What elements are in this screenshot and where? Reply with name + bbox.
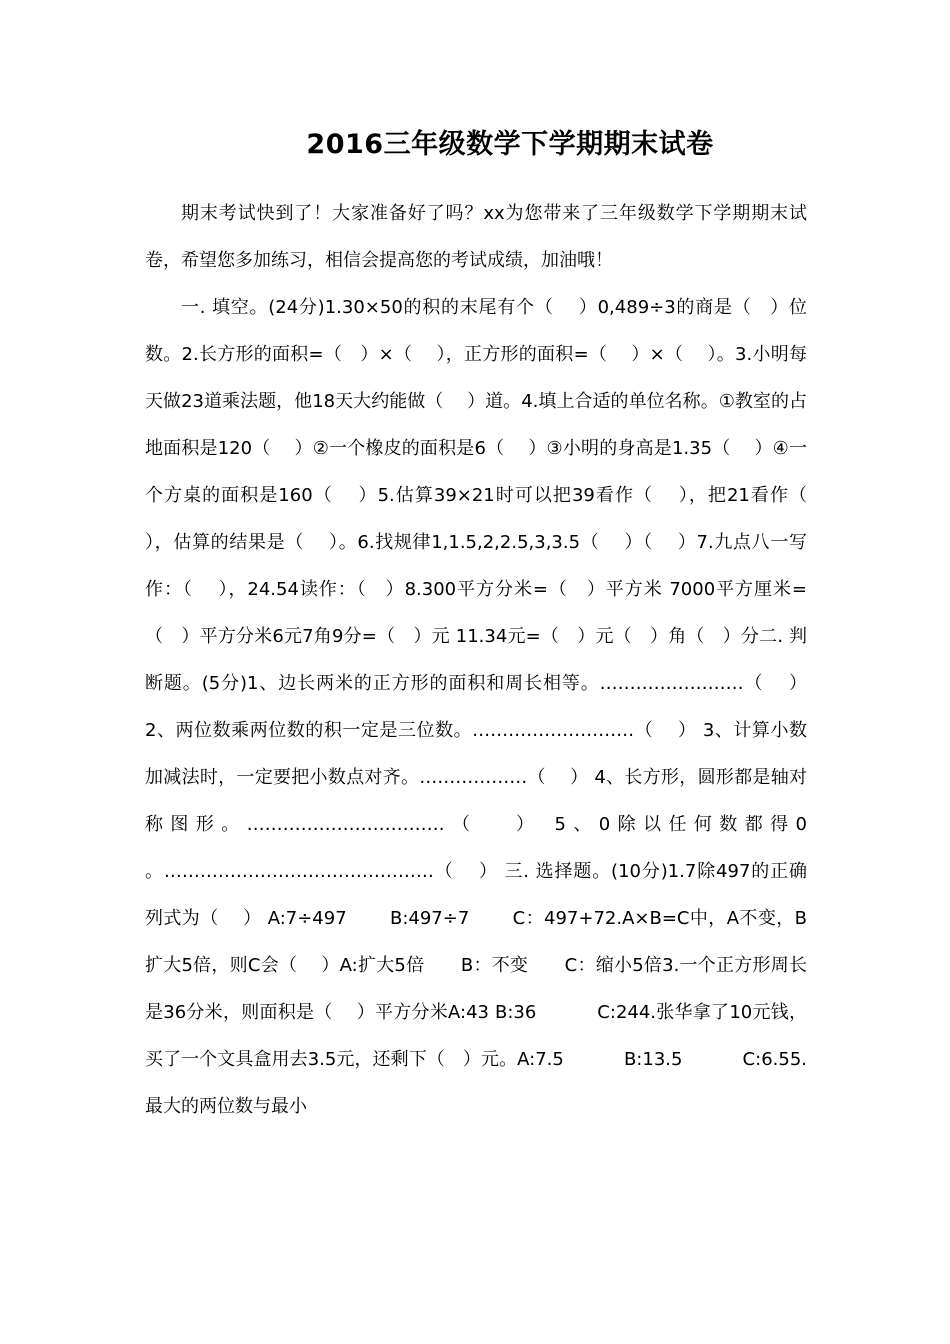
page-title: 2016三年级数学下学期期末试卷 bbox=[306, 129, 714, 160]
intro-paragraph: 期末考试快到了！大家准备好了吗？xx为您带来了三年级数学下学期期末试卷，希望您多加练习，相信会提高您的考试成绩，加油哦！ bbox=[145, 203, 807, 271]
content-paragraph: 一. 填空。(24分)1.30×50的积的末尾有个（ ）0,489÷3的商是（ ）位数。2.长方形的面积=（ ）×（ ），正方形的面积=（ ）×（ ）。3.小明每天做23道乘法题，他18天大约能做（ ）道。4.填上合适的单位名称。①教室的占地面积是120（ ）②一个橡皮的面积是6（ ）③小明的身高是1.35（ ）④一个方桌的面积是160（ ）5.估算39×21时可以把39看作（ ），把21看作（ ），估算的结果是（ ）。6.找规律1,1.5,2,2.5,3,3.5（ ）（ ）7.九点八一写作：（ ），24.54读作：（ ）8.300平方分米=（ ）平方米 7000平方厘米=（ ）平方分米6元7角9分=（ ）元 11.34元=（ ）元（ ）角（ ）分二. 判断题。(5分)1、边长两米的正方形的面积和周长相等。……………………（ ） 2、两位数乘两位数的积一定是三位数。………………………（ ） 3、计算小数加减法时，一定要把小数点对齐。………………（ ） 4、长方形，圆形都是轴对称图形。……………………………（ ） 5、0除以任何数都得0 。………………………………………（ ） 三. 选择题。(10分)1.7除497的正确列式为（ ） A:7÷497 B:497÷7 C：497+72.A×B=C中，A不变，B扩大5倍，则C会（ ）A:扩大5倍 B：不变 C：缩小5倍3.一个正方形周长是36分米，则面积是（ ）平方分米A:43 B:36 C:244.张华拿了10元钱，买了一个文具盒用去3.5元，还剩下（ ）元。A:7.5 B:13.5 C:6.55.最大的两位数与最小 bbox=[145, 297, 831, 1117]
document-body bbox=[145, 190, 831, 1130]
